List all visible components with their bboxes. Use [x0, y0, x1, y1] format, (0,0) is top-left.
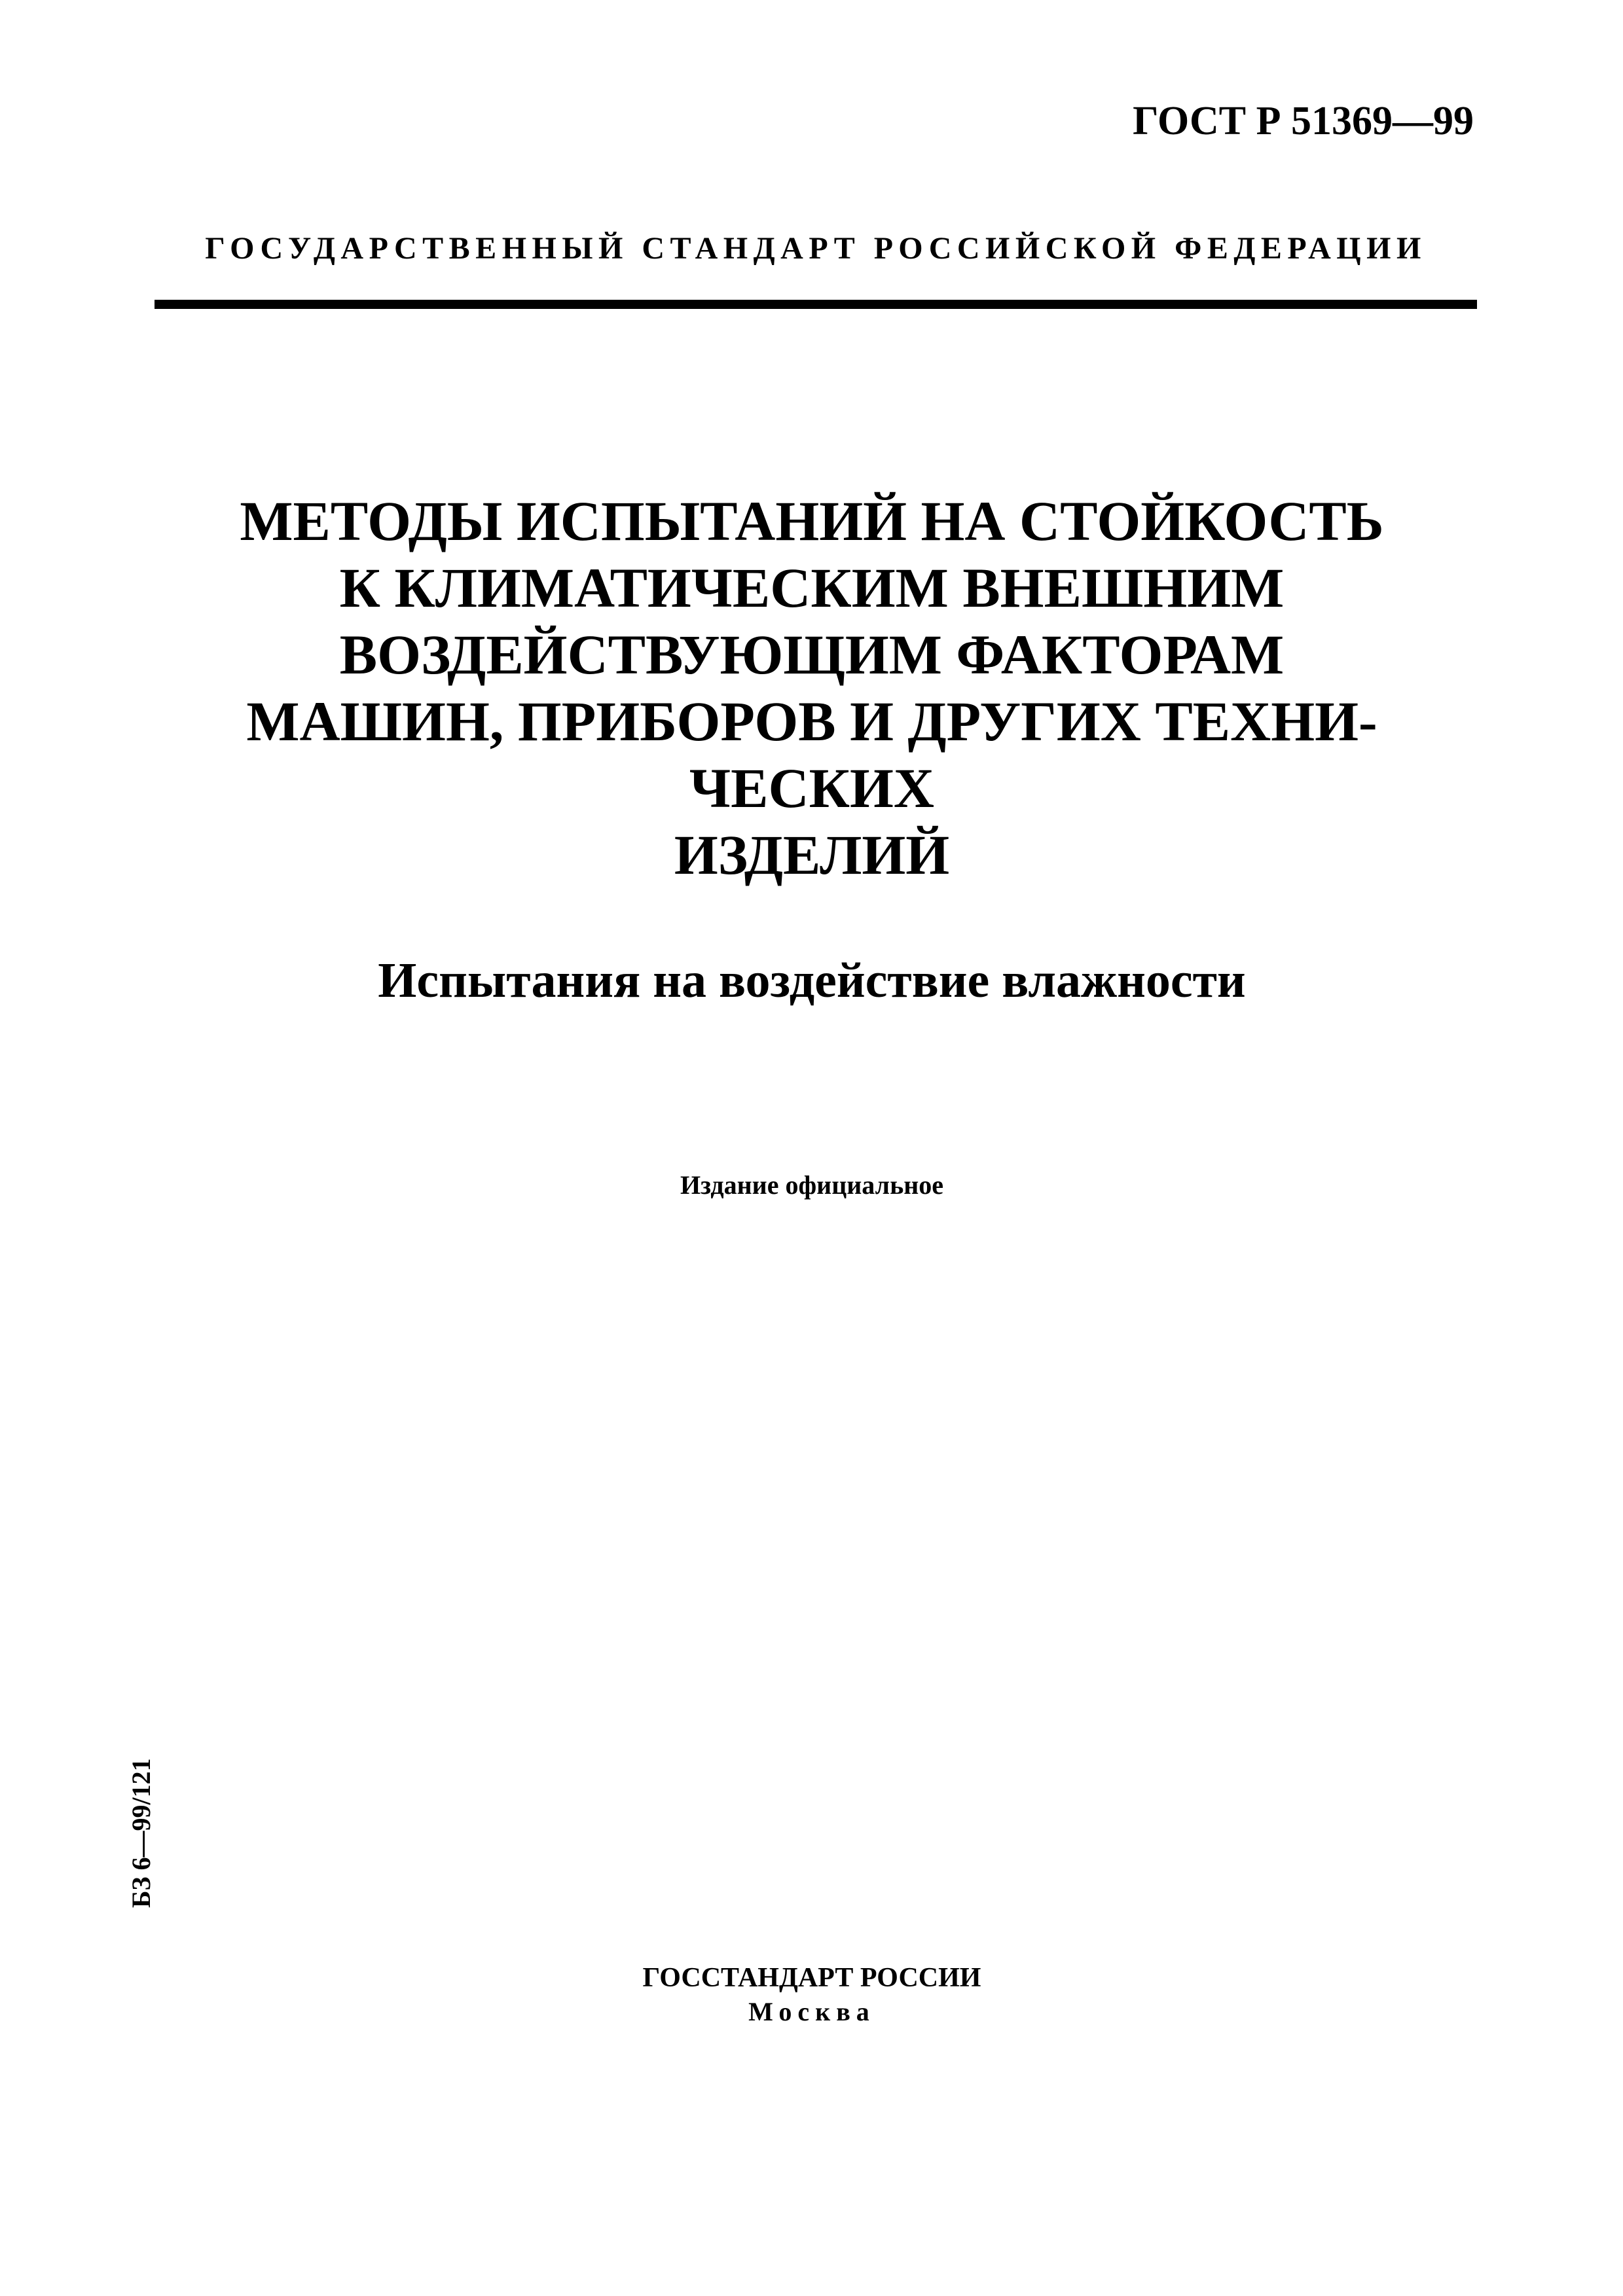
title-line: ЧЕСКИХ [689, 757, 934, 819]
title-line: МАШИН, ПРИБОРОВ И ДРУГИХ ТЕХНИ- [246, 690, 1377, 753]
edition-label: Издание официальное [680, 1170, 944, 1200]
header-rule [155, 300, 1477, 309]
publisher-city: Москва [748, 1997, 875, 2026]
publisher-name: ГОССТАНДАРТ РОССИИ [642, 1963, 981, 1993]
state-standard-heading: ГОСУДАРСТВЕННЫЙ СТАНДАРТ РОССИЙСКОЙ ФЕДЕРАЦИИ [205, 231, 1427, 266]
document-title [131, 488, 1493, 888]
side-code-text: БЗ 6—99/121 [126, 1758, 156, 1908]
document-subtitle: Испытания на воздействие влажности [378, 953, 1246, 1008]
title-line: МЕТОДЫ ИСПЫТАНИЙ НА СТОЙКОСТЬ [240, 490, 1384, 552]
document-number: ГОСТ Р 51369—99 [1133, 99, 1474, 143]
title-line: К КЛИМАТИЧЕСКИМ ВНЕШНИМ [339, 556, 1285, 619]
title-line: ВОЗДЕЙСТВУЮЩИМ ФАКТОРАМ [339, 623, 1285, 686]
title-line: ИЗДЕЛИЙ [674, 823, 950, 886]
